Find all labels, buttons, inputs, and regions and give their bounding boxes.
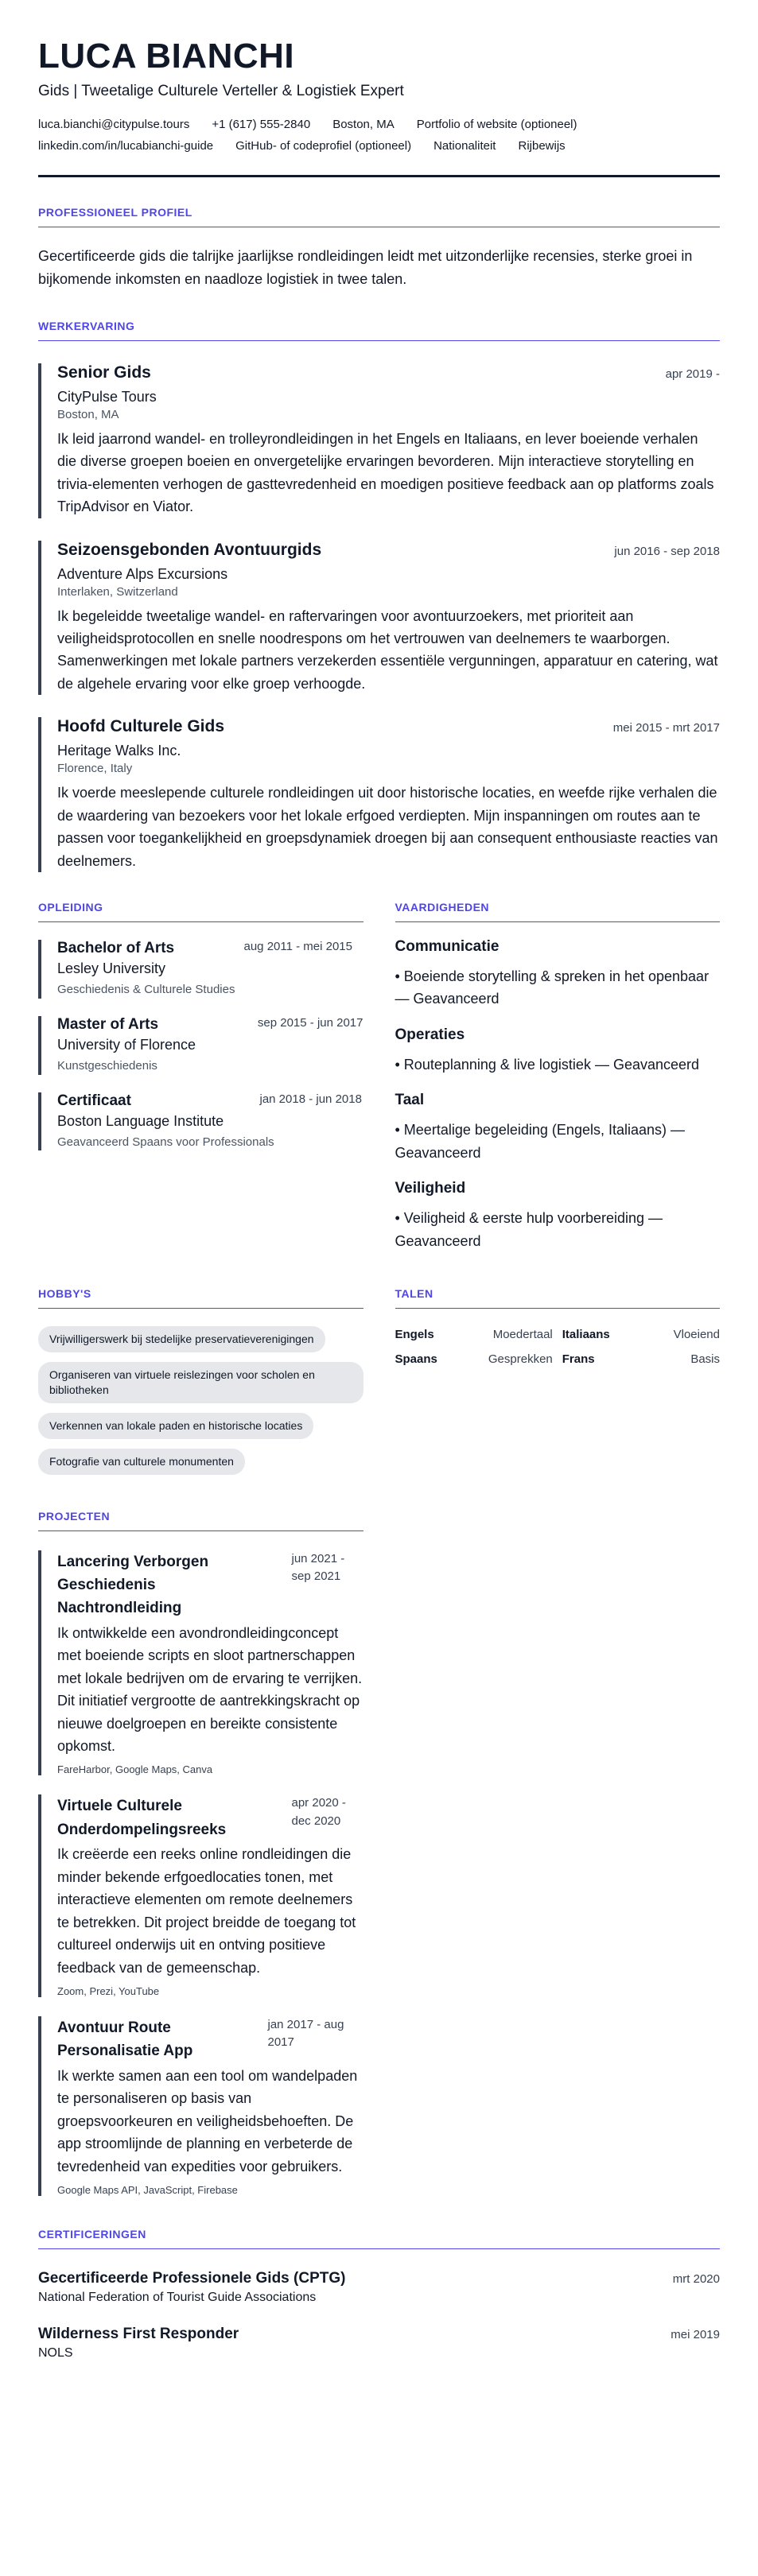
profile-section: [38, 206, 720, 291]
field-of-study: Geavanceerd Spaans voor Professionals: [57, 1135, 274, 1149]
project-tech: Zoom, Prezi, YouTube: [57, 1984, 160, 1997]
certification-name: Gecertificeerde Professionele Gids (CPTG): [38, 2270, 346, 2287]
skill-item: • Boeiende storytelling & spreken in het openbaar — Geavanceerd: [395, 968, 709, 1007]
education-entry: [38, 940, 363, 999]
language-list: [395, 1328, 721, 1366]
company-name: Adventure Alps Excursions: [57, 565, 228, 582]
certification-name: Wilderness First Responder: [38, 2326, 239, 2343]
language-name: Spaans: [395, 1352, 437, 1367]
project-description: Ik creëerde een reeks online rondleidingen die minder bekende erfgoedlocaties tonen, met interactieve elementen om remote deelnemers te betrekken. Dit project breidde de toegang tot cultureel onderwijs uit en ontving positieve feedback van de gemeenschap.: [57, 1846, 356, 1976]
contact-list: [38, 118, 706, 153]
project-description: Ik werkte samen aan een tool om wandelpaden te personaliseren op basis van groepsvoorkeuren en veiligheidsbehoeften. De app stroomlijnde de planning en verbeterde de tevredenheid van expedities voor gebruikers.: [57, 2067, 358, 2174]
section-title: HOBBY'S: [38, 1287, 363, 1309]
skill-group: [395, 1026, 721, 1076]
degree: Certificaat: [57, 1092, 131, 1109]
hobby-tag: Fotografie van culturele monumenten: [38, 1449, 245, 1475]
contact-portfolio[interactable]: Portfolio of website (optioneel): [416, 118, 577, 132]
project-dates: jun 2021 - sep 2021: [291, 1551, 345, 1584]
certification-date: mei 2019: [671, 2328, 720, 2342]
skill-item: • Meertalige begeleiding (Engels, Italiaans) — Geavanceerd: [395, 1122, 685, 1161]
section-title: WERKERVARING: [38, 320, 720, 341]
project-tech: FareHarbor, Google Maps, Canva: [57, 1763, 213, 1776]
header-divider: [38, 175, 720, 177]
contact-phone[interactable]: +1 (617) 555-2840: [212, 118, 311, 132]
language-item: [395, 1352, 553, 1366]
certifications-section: [38, 2228, 720, 2361]
hobby-list: [38, 1326, 363, 1474]
candidate-name: LUCA BIANCHI: [38, 37, 295, 76]
certification-issuer: National Federation of Tourist Guide Associations: [38, 2291, 317, 2305]
section-title: VAARDIGHEDEN: [395, 901, 721, 922]
language-name: Italiaans: [562, 1328, 610, 1342]
project-name: Avontuur Route Personalisatie App: [57, 2019, 193, 2060]
certification-date: mrt 2020: [672, 2272, 720, 2287]
school-name: University of Florence: [57, 1036, 196, 1053]
hobby-tag: Verkennen van lokale paden en historische locaties: [38, 1413, 313, 1439]
hobbies-languages-row: [38, 1287, 720, 1474]
contact-location: Boston, MA: [332, 118, 395, 132]
job-dates: apr 2019 -: [665, 367, 720, 381]
experience-section: [38, 320, 720, 872]
company-name: Heritage Walks Inc.: [57, 743, 181, 759]
project-description: Ik ontwikkelde een avondrondleidingconcept met boeiende scripts en sloot partnerschappen met lokale bedrijven om de ervaring te verrijken. Dit initiatief vergrootte de aantrekkingskracht op nieuwe doelgroepen en bereikte consistente opkomst.: [57, 1624, 363, 1755]
project-name: Lancering Verborgen Geschiedenis Nachtrondleiding: [57, 1553, 209, 1617]
language-level: Moedertaal: [492, 1328, 553, 1342]
job-title: Senior Gids: [57, 363, 151, 382]
project-dates: apr 2020 - dec 2020: [291, 1796, 346, 1828]
skill-item: • Routeplanning & live logistiek — Geavanceerd: [395, 1056, 700, 1073]
education-entry: [38, 1092, 363, 1151]
empty-column: [395, 1510, 721, 2197]
skill-group: [395, 1092, 721, 1164]
experience-entry: [38, 717, 720, 872]
contact-linkedin[interactable]: linkedin.com/in/lucabianchi-guide: [38, 139, 214, 153]
school-name: Boston Language Institute: [57, 1112, 224, 1129]
certification-issuer: NOLS: [38, 2346, 73, 2361]
job-dates: mei 2015 - mrt 2017: [612, 721, 720, 735]
project-entry: [38, 1550, 363, 1776]
project-entry: [38, 2016, 363, 2196]
contact-github[interactable]: GitHub- of codeprofiel (optioneel): [235, 139, 412, 153]
languages-section: [395, 1287, 721, 1474]
education-dates: aug 2011 - mei 2015: [243, 940, 352, 954]
school-name: Lesley University: [57, 960, 166, 977]
contact-drivers-license: Rijbewijs: [518, 139, 566, 153]
company-name: CityPulse Tours: [57, 388, 157, 405]
hobbies-section: [38, 1287, 363, 1474]
language-level: Basis: [690, 1352, 720, 1367]
contact-nationality: Nationaliteit: [433, 139, 496, 153]
section-title: OPLEIDING: [38, 901, 363, 922]
contact-email[interactable]: luca.bianchi@citypulse.tours: [38, 118, 190, 132]
section-title: CERTIFICERINGEN: [38, 2228, 720, 2249]
certification-entry: [38, 2270, 720, 2305]
language-item: [562, 1352, 720, 1366]
language-level: Gesprekken: [488, 1352, 553, 1367]
job-description: Ik begeleidde tweetalige wandel- en raftervaringen voor avontuurzoekers, met prioriteit aan veiligheidsprotocollen en snelle noodrespons om het vertrouwen van deelnemers te waarborgen. Samenwerkingen met lokale partners verzekerden essentiële vergunningen, apparatuur en catering, wat de algehele ervaring voor elke groep verhoogde.: [57, 607, 718, 692]
hobby-tag: Vrijwilligerswerk bij stedelijke preservatieverenigingen: [38, 1326, 325, 1352]
language-item: [562, 1328, 720, 1341]
resume-header: [38, 38, 720, 177]
skill-category: Communicatie: [395, 938, 500, 956]
project-entry: [38, 1794, 363, 1997]
skill-group: [395, 938, 721, 1011]
projects-section: [38, 1510, 363, 2197]
field-of-study: Kunstgeschiedenis: [57, 1058, 157, 1073]
job-dates: jun 2016 - sep 2018: [614, 544, 720, 558]
language-name: Engels: [395, 1328, 434, 1342]
education-dates: sep 2015 - jun 2017: [257, 1015, 363, 1030]
job-description: Ik voerde meeslepende culturele rondleidingen uit door historische locaties, en weefde rijke verhalen die de waardering van bezoekers voor het lokale erfgoed verdiepten. Mijn inspanningen om routes aan te passen voor toegankelijkheid en groepsdynamiek droegen bij aan consequent enthousiaste reacties van deelnemers.: [57, 785, 718, 869]
degree: Bachelor of Arts: [57, 940, 175, 957]
project-tech: Google Maps API, JavaScript, Firebase: [57, 2184, 238, 2197]
language-name: Frans: [562, 1352, 595, 1367]
skill-item: • Veiligheid & eerste hulp voorbereiding — Geavanceerd: [395, 1210, 663, 1249]
language-level: Vloeiend: [673, 1328, 720, 1342]
experience-entry: [38, 541, 720, 696]
job-description: Ik leid jaarrond wandel- en trolleyrondleidingen in het Engels en Italiaans, en lever boeiende verhalen die diverse groepen boeien en onvergetelijke ervaringen bevorderen. Mijn interactieve storytelling en trivia-elementen verhogen de gasttevredenheid en moedigen positieve feedback aan op platforms zoals TripAdvisor en Viator.: [57, 430, 714, 515]
certification-entry: [38, 2326, 720, 2361]
project-name: Virtuele Culturele Onderdompelingsreeks: [57, 1798, 227, 1838]
education-dates: jan 2018 - jun 2018: [259, 1092, 362, 1106]
section-title: PROFESSIONEEL PROFIEL: [38, 206, 720, 227]
education-skills-row: [38, 901, 720, 1252]
degree: Master of Arts: [57, 1015, 159, 1033]
education-section: [38, 901, 363, 1252]
headline: Gids | Tweetalige Culturele Verteller & Logistiek Expert: [38, 83, 404, 100]
profile-text: Gecertificeerde gids die talrijke jaarlijkse rondleidingen leidt met uitzonderlijke recensies, sterke groei in bijkomende inkomsten en naadloze logistiek in twee talen.: [38, 248, 693, 287]
job-title: Seizoensgebonden Avontuurgids: [57, 540, 322, 559]
skills-section: [395, 901, 721, 1252]
job-location: Interlaken, Switzerland: [57, 584, 178, 599]
section-title: TALEN: [395, 1287, 721, 1309]
job-location: Boston, MA: [57, 407, 119, 421]
skill-group: [395, 1180, 721, 1252]
language-item: [395, 1328, 553, 1341]
skill-category: Taal: [395, 1092, 425, 1109]
skill-category: Veiligheid: [395, 1180, 466, 1197]
skill-category: Operaties: [395, 1026, 465, 1043]
field-of-study: Geschiedenis & Culturele Studies: [57, 983, 235, 997]
project-dates: jan 2017 - aug 2017: [267, 2017, 344, 2050]
job-title: Hoofd Culturele Gids: [57, 717, 224, 736]
experience-entry: [38, 363, 720, 518]
education-entry: [38, 1016, 363, 1075]
hobby-tag: Organiseren van virtuele reislezingen voor scholen en bibliotheken: [38, 1362, 363, 1403]
job-location: Florence, Italy: [57, 762, 133, 776]
section-title: PROJECTEN: [38, 1510, 363, 1531]
projects-row: [38, 1510, 720, 2197]
